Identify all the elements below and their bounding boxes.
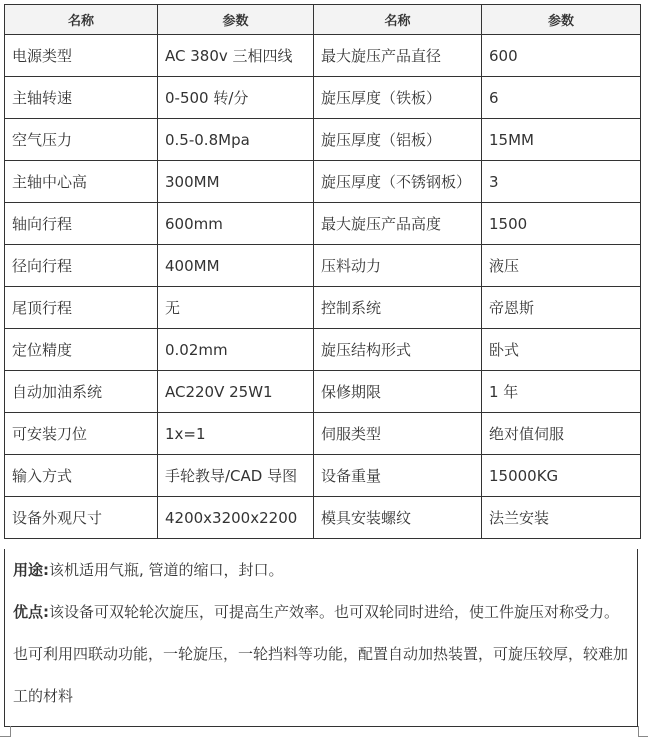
spec-value-cell: 4200x3200x2200 (158, 497, 314, 539)
spec-value-cell: 400MM (158, 245, 314, 287)
spec-name-cell: 设备外观尺寸 (5, 497, 158, 539)
spec-name-cell: 尾顶行程 (5, 287, 158, 329)
usage-label: 用途: (13, 561, 49, 579)
header-param-1: 参数 (158, 5, 314, 35)
table-row (5, 497, 641, 539)
spec-name-cell: 控制系统 (314, 287, 482, 329)
table-row (5, 371, 641, 413)
spec-value-cell: 0.5-0.8Mpa (158, 119, 314, 161)
crop-mark-right (638, 726, 648, 737)
spec-value-cell: 0-500 转/分 (158, 77, 314, 119)
crop-mark-left (0, 726, 11, 737)
spec-name-cell: 旋压厚度（铝板） (314, 119, 482, 161)
spec-value-cell: 600mm (158, 203, 314, 245)
spec-name-cell: 可安装刀位 (5, 413, 158, 455)
spec-value-cell: 无 (158, 287, 314, 329)
spec-name-cell: 轴向行程 (5, 203, 158, 245)
spec-value-cell: 0.02mm (158, 329, 314, 371)
spec-name-cell: 自动加油系统 (5, 371, 158, 413)
spec-table (4, 4, 641, 539)
spec-value-cell: 法兰安装 (482, 497, 641, 539)
table-header-row (5, 5, 641, 35)
spec-value-cell: 帝恩斯 (482, 287, 641, 329)
spec-name-cell: 最大旋压产品高度 (314, 203, 482, 245)
spec-value-cell: 1x=1 (158, 413, 314, 455)
table-row (5, 245, 641, 287)
usage-paragraph (13, 549, 629, 591)
notes-section (4, 549, 638, 727)
advantage-paragraph (13, 591, 629, 717)
spec-value-cell: AC220V 25W1 (158, 371, 314, 413)
spec-table-body (5, 35, 641, 539)
table-row (5, 77, 641, 119)
usage-text: 该机适用气瓶, 管道的缩口，封口。 (49, 561, 284, 579)
spec-name-cell: 旋压厚度（铁板） (314, 77, 482, 119)
table-row (5, 203, 641, 245)
spec-name-cell: 模具安装螺纹 (314, 497, 482, 539)
header-name-1: 名称 (5, 5, 158, 35)
table-row (5, 455, 641, 497)
spec-value-cell: 15MM (482, 119, 641, 161)
advantage-label: 优点: (13, 603, 49, 621)
table-row (5, 161, 641, 203)
spec-value-cell: 1500 (482, 203, 641, 245)
spec-name-cell: 旋压厚度（不锈钢板） (314, 161, 482, 203)
spec-value-cell: 600 (482, 35, 641, 77)
spec-name-cell: 径向行程 (5, 245, 158, 287)
spec-value-cell: 1 年 (482, 371, 641, 413)
spec-value-cell: 手轮教导/CAD 导图 (158, 455, 314, 497)
spec-name-cell: 保修期限 (314, 371, 482, 413)
spec-value-cell: 液压 (482, 245, 641, 287)
spec-value-cell: AC 380v 三相四线 (158, 35, 314, 77)
table-row (5, 413, 641, 455)
table-row (5, 287, 641, 329)
spec-value-cell: 6 (482, 77, 641, 119)
spec-value-cell: 卧式 (482, 329, 641, 371)
spec-name-cell: 电源类型 (5, 35, 158, 77)
spec-name-cell: 伺服类型 (314, 413, 482, 455)
spec-value-cell: 3 (482, 161, 641, 203)
spec-name-cell: 压料动力 (314, 245, 482, 287)
spec-value-cell: 300MM (158, 161, 314, 203)
spec-sheet (4, 4, 640, 727)
spec-value-cell: 15000KG (482, 455, 641, 497)
table-row (5, 329, 641, 371)
spec-name-cell: 主轴转速 (5, 77, 158, 119)
table-row (5, 35, 641, 77)
spec-name-cell: 设备重量 (314, 455, 482, 497)
header-param-2: 参数 (482, 5, 641, 35)
table-row (5, 119, 641, 161)
spec-name-cell: 输入方式 (5, 455, 158, 497)
spec-value-cell: 绝对值伺服 (482, 413, 641, 455)
advantage-text: 该设备可双轮轮次旋压，可提高生产效率。也可双轮同时进给，使工件旋压对称受力。也可利用四联动功能，一轮旋压，一轮挡料等功能，配置自动加热装置，可旋压较厚，较难加工的材料 (13, 603, 629, 705)
spec-name-cell: 主轴中心高 (5, 161, 158, 203)
spec-name-cell: 旋压结构形式 (314, 329, 482, 371)
header-name-2: 名称 (314, 5, 482, 35)
spec-name-cell: 最大旋压产品直径 (314, 35, 482, 77)
spec-name-cell: 定位精度 (5, 329, 158, 371)
spec-name-cell: 空气压力 (5, 119, 158, 161)
